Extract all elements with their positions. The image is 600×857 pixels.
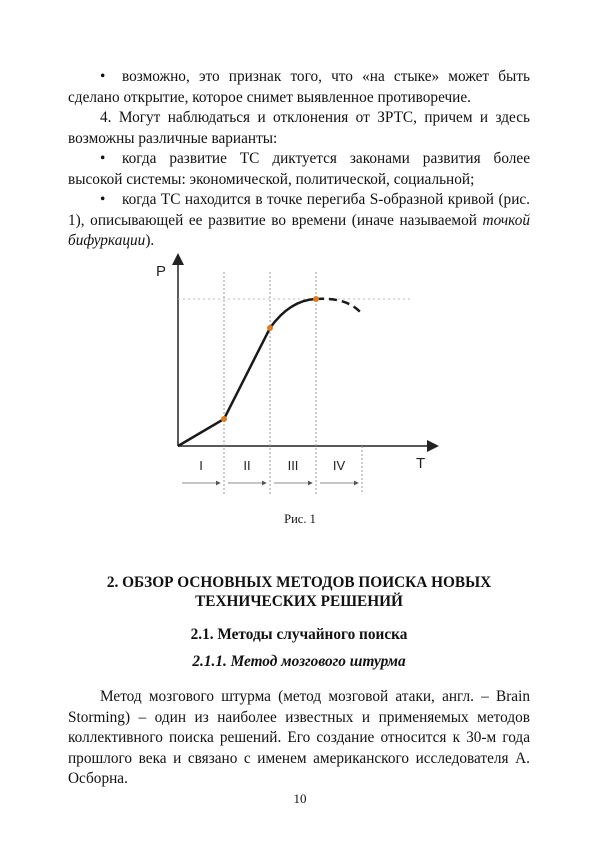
subsubsection-heading: 2.1.1. Метод мозгового штурма — [192, 653, 406, 670]
paragraph-bullet-2 — [68, 149, 530, 190]
s-curve — [178, 299, 316, 446]
bullet-icon: • — [100, 68, 106, 85]
paragraph-bullet-1 — [68, 67, 530, 108]
stage-label-3: III — [287, 458, 299, 473]
section-heading: 2. ОБЗОР ОСНОВНЫХ МЕТОДОВ ПОИСКА НОВЫХ ТЕХНИЧЕСКИХ РЕШЕНИЙ — [106, 574, 492, 610]
figure-caption: Рис. 1 — [284, 512, 316, 526]
inflection-point-3 — [313, 296, 319, 302]
stage-label-2: II — [243, 458, 251, 473]
paragraph-italic-term: точкой бифуркации — [68, 211, 530, 249]
subsection-heading: 2.1. Методы случайного поиска — [190, 626, 408, 643]
paragraph-brainstorming: Метод мозгового штурма (метод мозговой атаки, англ. – Brain Storming) – один из наиболее известных и применяемых методов коллективного поиска решений. Его создание относится к 30-м года прошлого века и связано с именем американского исследователя А. Осборна. — [68, 688, 530, 787]
inflection-point-1 — [221, 416, 227, 422]
paragraph-text: когда ТС находится в точке перегиба S-образной кривой (рис. 1), описывающей ее развитие во времени (иначе называемой — [68, 191, 530, 229]
stage-label-1: I — [199, 458, 203, 473]
x-axis-label: T — [416, 455, 426, 472]
s-curve-diagram — [150, 250, 450, 500]
y-axis-label: P — [156, 263, 167, 280]
paragraph-numbered-4: 4. Могут наблюдаться и отклонения от ЗРТС, причем и здесь возможны различные варианты: — [68, 109, 530, 147]
text-block-bottom — [68, 687, 530, 790]
stage-label-4: IV — [332, 458, 346, 473]
bullet-icon: • — [100, 150, 106, 167]
text-block-top — [68, 67, 530, 252]
figure-s-curve — [150, 250, 450, 500]
paragraph-text: когда развитие ТС диктуется законами развития более высокой системы: экономической, политической, социальной; — [68, 150, 530, 188]
paragraph-text-end: ). — [145, 232, 155, 249]
page-number: 10 — [293, 791, 307, 806]
s-curve-decline — [316, 299, 362, 314]
paragraph-text: возможно, это признак того, что «на стыке» может быть сделано открытие, которое снимет выявленное противоречие. — [68, 68, 530, 106]
inflection-point-2 — [267, 325, 273, 331]
paragraph-bullet-3 — [68, 190, 530, 252]
bullet-icon: • — [100, 191, 106, 208]
